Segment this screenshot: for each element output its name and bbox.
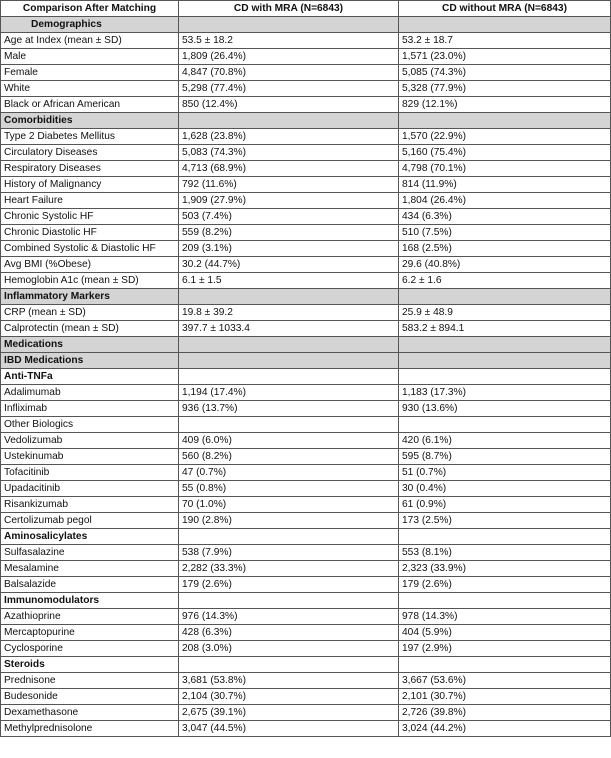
row-label: Ustekinumab: [1, 449, 179, 465]
cell-cd-without-mra: 1,571 (23.0%): [399, 49, 611, 65]
cell-cd-without-mra: 61 (0.9%): [399, 497, 611, 513]
cell-cd-without-mra: 1,183 (17.3%): [399, 385, 611, 401]
row-label: Circulatory Diseases: [1, 145, 179, 161]
cell-cd-without-mra: 179 (2.6%): [399, 577, 611, 593]
section-header-row: [1, 17, 611, 33]
cell-cd-with-mra: 4,713 (68.9%): [179, 161, 399, 177]
cell-cd-without-mra: 168 (2.5%): [399, 241, 611, 257]
row-label: Sulfasalazine: [1, 545, 179, 561]
table-row: [1, 401, 611, 417]
section-label: IBD Medications: [1, 353, 179, 369]
section-header-row: [1, 113, 611, 129]
table-row: [1, 417, 611, 433]
cell-cd-with-mra: [179, 369, 399, 385]
section-header-row: [1, 337, 611, 353]
section-empty-cell: [399, 289, 611, 305]
table-row: [1, 129, 611, 145]
cell-cd-with-mra: 1,909 (27.9%): [179, 193, 399, 209]
cell-cd-without-mra: 595 (8.7%): [399, 449, 611, 465]
section-header-row: [1, 353, 611, 369]
cell-cd-with-mra: 3,047 (44.5%): [179, 721, 399, 737]
table-row: [1, 625, 611, 641]
table-row: [1, 673, 611, 689]
cell-cd-without-mra: 29.6 (40.8%): [399, 257, 611, 273]
cell-cd-without-mra: 5,328 (77.9%): [399, 81, 611, 97]
section-label: Medications: [1, 337, 179, 353]
cell-cd-with-mra: 190 (2.8%): [179, 513, 399, 529]
section-empty-cell: [399, 337, 611, 353]
cell-cd-without-mra: [399, 593, 611, 609]
table-row: [1, 81, 611, 97]
row-label: Azathioprine: [1, 609, 179, 625]
cell-cd-without-mra: 4,798 (70.1%): [399, 161, 611, 177]
row-label: Female: [1, 65, 179, 81]
cell-cd-without-mra: 6.2 ± 1.6: [399, 273, 611, 289]
row-label: Dexamethasone: [1, 705, 179, 721]
table-row: [1, 465, 611, 481]
row-label: Type 2 Diabetes Mellitus: [1, 129, 179, 145]
table-row: [1, 193, 611, 209]
cell-cd-without-mra: 978 (14.3%): [399, 609, 611, 625]
header-comparison: Comparison After Matching: [1, 1, 179, 17]
header-cd-without-mra: CD without MRA (N=6843): [399, 1, 611, 17]
cell-cd-without-mra: 173 (2.5%): [399, 513, 611, 529]
row-label: Aminosalicylates: [1, 529, 179, 545]
cell-cd-with-mra: [179, 529, 399, 545]
row-label: Calprotectin (mean ± SD): [1, 321, 179, 337]
row-label: Chronic Diastolic HF: [1, 225, 179, 241]
cell-cd-with-mra: 850 (12.4%): [179, 97, 399, 113]
cell-cd-with-mra: [179, 417, 399, 433]
cell-cd-without-mra: 553 (8.1%): [399, 545, 611, 561]
cell-cd-without-mra: [399, 369, 611, 385]
subsection-row: [1, 529, 611, 545]
cell-cd-with-mra: 55 (0.8%): [179, 481, 399, 497]
cell-cd-with-mra: 936 (13.7%): [179, 401, 399, 417]
section-empty-cell: [179, 289, 399, 305]
section-empty-cell: [179, 353, 399, 369]
cell-cd-with-mra: 1,194 (17.4%): [179, 385, 399, 401]
row-label: Male: [1, 49, 179, 65]
cell-cd-without-mra: 404 (5.9%): [399, 625, 611, 641]
cell-cd-with-mra: 5,298 (77.4%): [179, 81, 399, 97]
cell-cd-without-mra: 51 (0.7%): [399, 465, 611, 481]
cell-cd-without-mra: 30 (0.4%): [399, 481, 611, 497]
row-label: Balsalazide: [1, 577, 179, 593]
table-row: [1, 305, 611, 321]
row-label: History of Malignancy: [1, 177, 179, 193]
row-label: Mercaptopurine: [1, 625, 179, 641]
header-row: [1, 1, 611, 17]
table-row: [1, 545, 611, 561]
row-label: Tofacitinib: [1, 465, 179, 481]
table-row: [1, 481, 611, 497]
cell-cd-with-mra: 976 (14.3%): [179, 609, 399, 625]
row-label: Vedolizumab: [1, 433, 179, 449]
table-row: [1, 513, 611, 529]
table-row: [1, 561, 611, 577]
row-label: Age at Index (mean ± SD): [1, 33, 179, 49]
cell-cd-without-mra: 2,101 (30.7%): [399, 689, 611, 705]
subsection-row: [1, 657, 611, 673]
subsection-row: [1, 593, 611, 609]
cell-cd-without-mra: [399, 417, 611, 433]
table-row: [1, 721, 611, 737]
cell-cd-with-mra: 397.7 ± 1033.4: [179, 321, 399, 337]
section-empty-cell: [399, 113, 611, 129]
table-row: [1, 225, 611, 241]
table-row: [1, 449, 611, 465]
cell-cd-with-mra: 2,675 (39.1%): [179, 705, 399, 721]
table-row: [1, 705, 611, 721]
table-row: [1, 689, 611, 705]
row-label: Adalimumab: [1, 385, 179, 401]
cell-cd-without-mra: 53.2 ± 18.7: [399, 33, 611, 49]
section-label: Inflammatory Markers: [1, 289, 179, 305]
cell-cd-without-mra: 829 (12.1%): [399, 97, 611, 113]
cell-cd-without-mra: 5,085 (74.3%): [399, 65, 611, 81]
cell-cd-with-mra: 70 (1.0%): [179, 497, 399, 513]
section-empty-cell: [399, 353, 611, 369]
cell-cd-with-mra: 409 (6.0%): [179, 433, 399, 449]
header-cd-with-mra: CD with MRA (N=6843): [179, 1, 399, 17]
cell-cd-with-mra: [179, 657, 399, 673]
cell-cd-with-mra: 503 (7.4%): [179, 209, 399, 225]
section-empty-cell: [399, 17, 611, 33]
cell-cd-with-mra: 53.5 ± 18.2: [179, 33, 399, 49]
cell-cd-without-mra: 3,024 (44.2%): [399, 721, 611, 737]
cell-cd-without-mra: 814 (11.9%): [399, 177, 611, 193]
table-row: [1, 385, 611, 401]
cell-cd-without-mra: [399, 657, 611, 673]
cell-cd-without-mra: 420 (6.1%): [399, 433, 611, 449]
section-label: Demographics: [1, 17, 179, 33]
row-label: Steroids: [1, 657, 179, 673]
row-label: Combined Systolic & Diastolic HF: [1, 241, 179, 257]
table-body: [1, 17, 611, 737]
row-label: CRP (mean ± SD): [1, 305, 179, 321]
subsection-row: [1, 369, 611, 385]
table-row: [1, 161, 611, 177]
cell-cd-with-mra: 538 (7.9%): [179, 545, 399, 561]
row-label: Respiratory Diseases: [1, 161, 179, 177]
table-row: [1, 497, 611, 513]
row-label: Certolizumab pegol: [1, 513, 179, 529]
cell-cd-without-mra: 583.2 ± 894.1: [399, 321, 611, 337]
table-row: [1, 33, 611, 49]
cell-cd-without-mra: 2,323 (33.9%): [399, 561, 611, 577]
row-label: White: [1, 81, 179, 97]
table-row: [1, 641, 611, 657]
cell-cd-with-mra: [179, 593, 399, 609]
row-label: Methylprednisolone: [1, 721, 179, 737]
cell-cd-with-mra: 2,282 (33.3%): [179, 561, 399, 577]
table-row: [1, 257, 611, 273]
section-empty-cell: [179, 337, 399, 353]
row-label: Other Biologics: [1, 417, 179, 433]
row-label: Risankizumab: [1, 497, 179, 513]
cell-cd-with-mra: 428 (6.3%): [179, 625, 399, 641]
cell-cd-without-mra: 3,667 (53.6%): [399, 673, 611, 689]
row-label: Anti-TNFa: [1, 369, 179, 385]
table-row: [1, 97, 611, 113]
row-label: Hemoglobin A1c (mean ± SD): [1, 273, 179, 289]
cell-cd-with-mra: 3,681 (53.8%): [179, 673, 399, 689]
cell-cd-without-mra: 930 (13.6%): [399, 401, 611, 417]
row-label: Prednisone: [1, 673, 179, 689]
cell-cd-without-mra: 510 (7.5%): [399, 225, 611, 241]
cell-cd-with-mra: 208 (3.0%): [179, 641, 399, 657]
cell-cd-without-mra: 25.9 ± 48.9: [399, 305, 611, 321]
table-row: [1, 177, 611, 193]
cell-cd-with-mra: 2,104 (30.7%): [179, 689, 399, 705]
row-label: Budesonide: [1, 689, 179, 705]
cell-cd-without-mra: 1,804 (26.4%): [399, 193, 611, 209]
table-row: [1, 65, 611, 81]
row-label: Heart Failure: [1, 193, 179, 209]
row-label: Immunomodulators: [1, 593, 179, 609]
row-label: Black or African American: [1, 97, 179, 113]
cell-cd-with-mra: 19.8 ± 39.2: [179, 305, 399, 321]
cell-cd-without-mra: 197 (2.9%): [399, 641, 611, 657]
cell-cd-with-mra: 4,847 (70.8%): [179, 65, 399, 81]
cell-cd-with-mra: 47 (0.7%): [179, 465, 399, 481]
cell-cd-with-mra: 1,809 (26.4%): [179, 49, 399, 65]
table-row: [1, 609, 611, 625]
cell-cd-with-mra: 179 (2.6%): [179, 577, 399, 593]
table-row: [1, 321, 611, 337]
cell-cd-with-mra: 560 (8.2%): [179, 449, 399, 465]
row-label: Chronic Systolic HF: [1, 209, 179, 225]
table-row: [1, 209, 611, 225]
section-empty-cell: [179, 113, 399, 129]
cell-cd-with-mra: 1,628 (23.8%): [179, 129, 399, 145]
cell-cd-with-mra: 209 (3.1%): [179, 241, 399, 257]
row-label: Mesalamine: [1, 561, 179, 577]
table-row: [1, 273, 611, 289]
cell-cd-without-mra: 5,160 (75.4%): [399, 145, 611, 161]
row-label: Upadacitinib: [1, 481, 179, 497]
cell-cd-with-mra: 559 (8.2%): [179, 225, 399, 241]
table-row: [1, 241, 611, 257]
table-row: [1, 433, 611, 449]
row-label: Cyclosporine: [1, 641, 179, 657]
cell-cd-without-mra: 2,726 (39.8%): [399, 705, 611, 721]
cell-cd-with-mra: 792 (11.6%): [179, 177, 399, 193]
row-label: Infliximab: [1, 401, 179, 417]
cell-cd-with-mra: 30.2 (44.7%): [179, 257, 399, 273]
row-label: Avg BMI (%Obese): [1, 257, 179, 273]
table-row: [1, 577, 611, 593]
cell-cd-with-mra: 6.1 ± 1.5: [179, 273, 399, 289]
section-empty-cell: [179, 17, 399, 33]
section-header-row: [1, 289, 611, 305]
cell-cd-without-mra: 434 (6.3%): [399, 209, 611, 225]
cell-cd-without-mra: [399, 529, 611, 545]
cell-cd-with-mra: 5,083 (74.3%): [179, 145, 399, 161]
section-label: Comorbidities: [1, 113, 179, 129]
table-row: [1, 145, 611, 161]
cell-cd-without-mra: 1,570 (22.9%): [399, 129, 611, 145]
table-row: [1, 49, 611, 65]
